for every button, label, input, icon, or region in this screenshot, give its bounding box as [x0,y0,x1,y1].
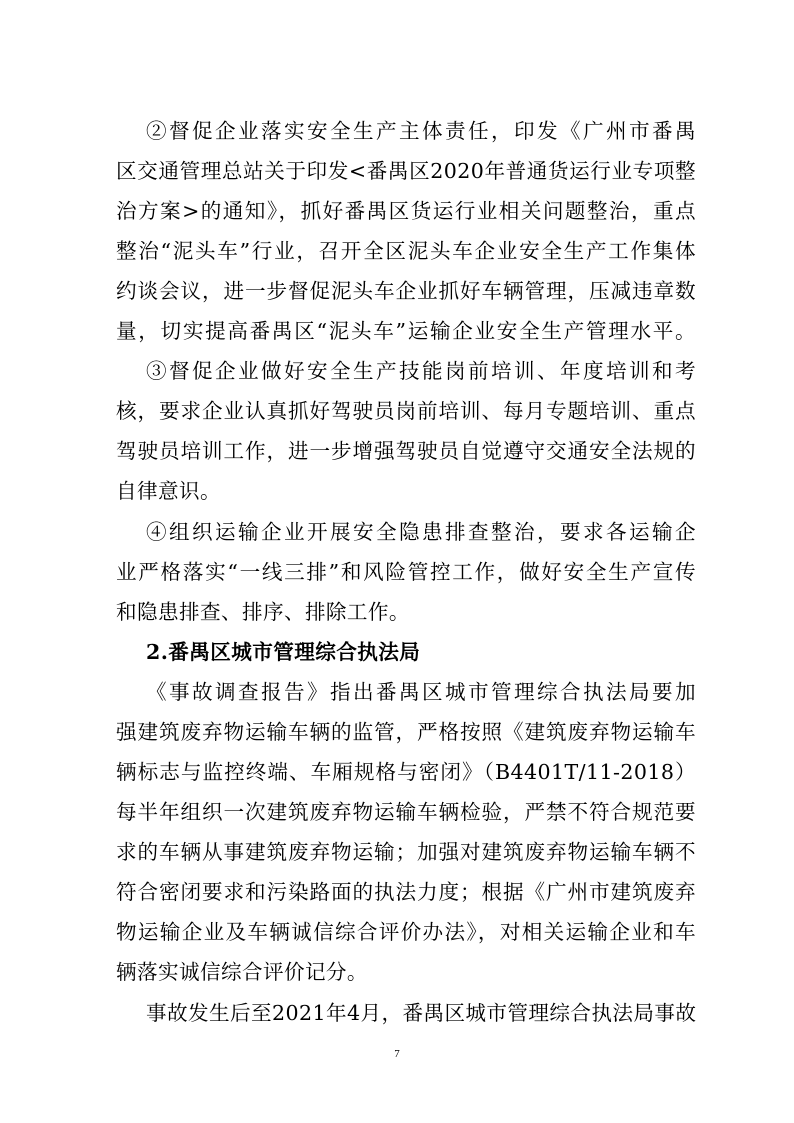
paragraph-2-line-5: 约谈会议，进一步督促泥头车企业抓好车辆管理，压减违章数 [116,279,696,303]
paragraph-5-line-2: 强建筑废弃物运输车辆的监管，严格按照《建筑废弃物运输车 [116,720,696,744]
paragraph-2-line-1: ②督促企业落实安全生产主体责任，印发《广州市番禺 [146,119,696,143]
page-number: 7 [394,1048,400,1060]
paragraph-5-line-6: 符合密闭要求和污染路面的执法力度；根据《广州市建筑废弃 [116,880,696,904]
paragraph-2-line-2: 区交通管理总站关于印发<番禺区2020年普通货运行业专项整 [116,159,696,183]
paragraph-5-line-1: 《事故调查报告》指出番禺区城市管理综合执法局要加 [146,680,696,704]
paragraph-3-line-4: 自律意识。 [116,479,221,503]
paragraph-3-line-3: 驾驶员培训工作，进一步增强驾驶员自觉遵守交通安全法规的 [116,439,696,463]
paragraph-5-line-8: 辆落实诚信综合评价记分。 [116,960,368,984]
section-heading: 2.番禺区城市管理综合执法局 [146,640,421,664]
paragraph-3-line-2: 核，要求企业认真抓好驾驶员岗前培训、每月专题培训、重点 [116,399,696,423]
paragraph-4-line-2: 业严格落实“一线三排”和风险管控工作，做好安全生产宣传 [116,560,696,584]
paragraph-4-line-3: 和隐患排查、排序、排除工作。 [116,600,410,624]
paragraph-4-line-1: ④组织运输企业开展安全隐患排查整治，要求各运输企 [146,520,696,544]
paragraph-3-line-1: ③督促企业做好安全生产技能岗前培训、年度培训和考 [146,359,696,383]
paragraph-5-line-7: 物运输企业及车辆诚信综合评价办法》，对相关运输企业和车 [116,920,696,944]
paragraph-5-line-3: 辆标志与监控终端、车厢规格与密闭》（B4401T/11-2018） [116,760,696,784]
paragraph-5-line-5: 求的车辆从事建筑废弃物运输；加强对建筑废弃物运输车辆不 [116,840,696,864]
paragraph-6-line-1: 事故发生后至2021年4月，番禺区城市管理综合执法局事故 [146,1001,697,1025]
paragraph-5-line-4: 每半年组织一次建筑废弃物运输车辆检验，严禁不符合规范要 [116,800,696,824]
paragraph-2-line-6: 量，切实提高番禺区“泥头车”运输企业安全生产管理水平。 [116,319,696,343]
paragraph-2-line-4: 整治“泥头车”行业，召开全区泥头车企业安全生产工作集体 [116,239,696,263]
paragraph-2-line-3: 治方案>的通知》，抓好番禺区货运行业相关问题整治，重点 [116,199,696,223]
